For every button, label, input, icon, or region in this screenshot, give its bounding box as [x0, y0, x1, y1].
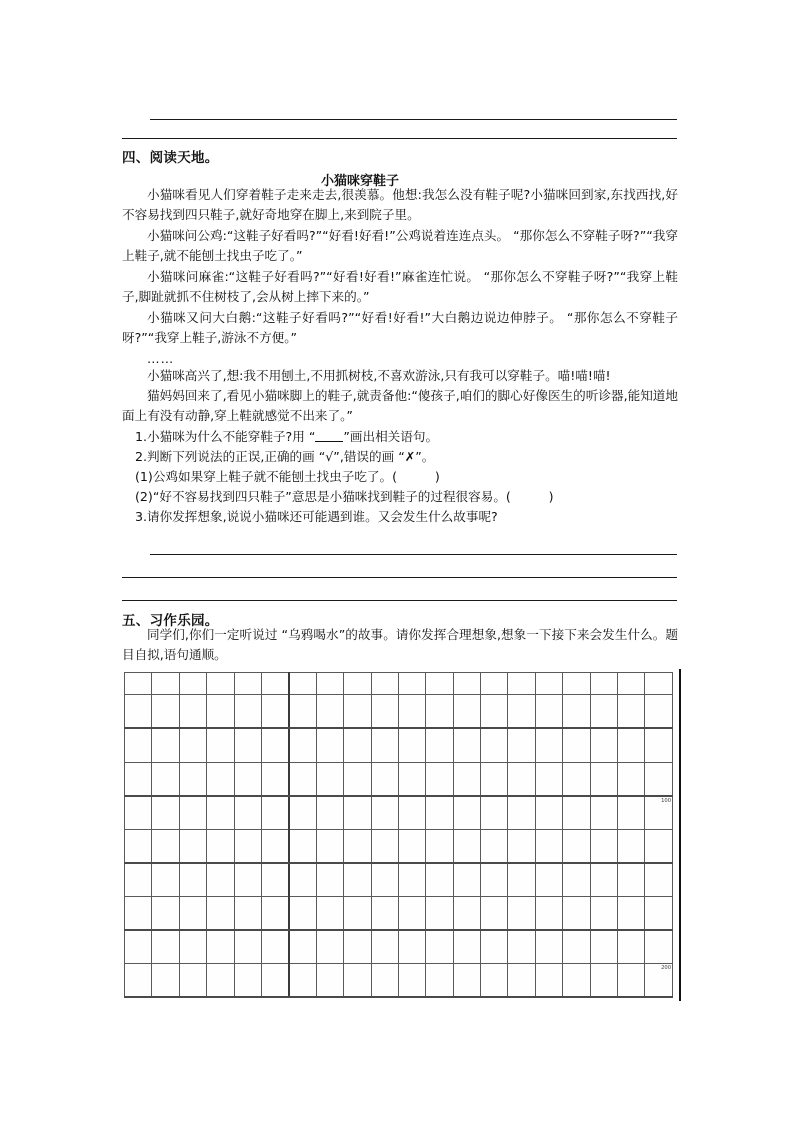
- grid-cell[interactable]: [398, 896, 425, 930]
- grid-cell[interactable]: [316, 762, 343, 796]
- grid-cell[interactable]: [316, 796, 343, 830]
- composition-grid-table[interactable]: [124, 672, 673, 998]
- grid-cell[interactable]: [590, 863, 617, 897]
- grid-cell[interactable]: [426, 796, 453, 830]
- grid-cell[interactable]: [316, 930, 343, 964]
- grid-cell[interactable]: [535, 829, 562, 863]
- grid-cell[interactable]: [371, 673, 398, 695]
- grid-cell[interactable]: [207, 762, 234, 796]
- grid-cell[interactable]: [234, 695, 261, 729]
- grid-cell[interactable]: [125, 796, 152, 830]
- grid-cell[interactable]: [371, 695, 398, 729]
- grid-cell[interactable]: [453, 896, 480, 930]
- grid-cell[interactable]: [563, 896, 590, 930]
- section-five-heading: 五、习作乐园。: [122, 613, 219, 629]
- grid-row: [125, 896, 673, 930]
- grid-cell[interactable]: [152, 829, 179, 863]
- grid-cell[interactable]: [563, 796, 590, 830]
- grid-cell[interactable]: [453, 963, 480, 997]
- grid-cell[interactable]: [179, 863, 206, 897]
- grid-cell[interactable]: [125, 673, 152, 695]
- grid-cell[interactable]: [398, 930, 425, 964]
- grid-cell[interactable]: [371, 963, 398, 997]
- grid-cell[interactable]: [563, 673, 590, 695]
- grid-cell[interactable]: [453, 728, 480, 762]
- grid-cell[interactable]: [371, 829, 398, 863]
- composition-grid[interactable]: [124, 672, 673, 998]
- grid-cell[interactable]: [152, 930, 179, 964]
- grid-cell[interactable]: [618, 896, 645, 930]
- grid-row: [125, 829, 673, 863]
- grid-cell[interactable]: [289, 930, 316, 964]
- grid-cell[interactable]: [207, 963, 234, 997]
- grid-cell[interactable]: [535, 930, 562, 964]
- grid-cell[interactable]: [207, 728, 234, 762]
- grid-cell[interactable]: [371, 930, 398, 964]
- article-title: 小猫咪穿鞋子: [320, 174, 399, 189]
- grid-cell[interactable]: [316, 728, 343, 762]
- grid-cell[interactable]: [261, 762, 288, 796]
- grid-cell[interactable]: [453, 673, 480, 695]
- article-paragraph-5: 小猫咪高兴了,想:我不用刨土,不用抓树枝,不喜欢游泳,只有我可以穿鞋子。喵!喵!喵!: [147, 368, 611, 383]
- grid-cell[interactable]: [535, 728, 562, 762]
- right-margin-bar: [679, 669, 681, 1001]
- writing-prompt: 同学们,你们一定听说过 “乌鸦喝水”的故事。请你发挥合理想象,想象一下接下来会发生什么。题目自拟,语句通顺。: [122, 627, 678, 662]
- grid-cell[interactable]: [289, 762, 316, 796]
- answer-rule-1[interactable]: [150, 554, 677, 555]
- grid-cell[interactable]: [508, 695, 535, 729]
- grid-cell[interactable]: [152, 896, 179, 930]
- grid-cell[interactable]: [179, 829, 206, 863]
- grid-cell[interactable]: [481, 762, 508, 796]
- grid-cell[interactable]: [563, 829, 590, 863]
- answer-rule-2[interactable]: [122, 577, 677, 578]
- grid-cell[interactable]: [645, 796, 673, 830]
- grid-cell[interactable]: [125, 728, 152, 762]
- grid-cell[interactable]: [508, 963, 535, 997]
- grid-cell[interactable]: [371, 796, 398, 830]
- question-1: [122, 427, 678, 447]
- grid-cell[interactable]: [645, 762, 673, 796]
- grid-cell[interactable]: [234, 930, 261, 964]
- grid-cell[interactable]: [563, 728, 590, 762]
- grid-cell[interactable]: [618, 673, 645, 695]
- grid-cell[interactable]: [234, 829, 261, 863]
- grid-cell[interactable]: [344, 695, 371, 729]
- grid-cell[interactable]: [234, 963, 261, 997]
- grid-cell[interactable]: [590, 796, 617, 830]
- grid-cell[interactable]: [508, 896, 535, 930]
- grid-cell[interactable]: [316, 673, 343, 695]
- grid-row: [125, 695, 673, 729]
- grid-cell[interactable]: [590, 762, 617, 796]
- grid-cell[interactable]: [426, 695, 453, 729]
- article-paragraph-3: 小猫咪问麻雀:“这鞋子好看吗?”“好看!好看!”麻雀连忙说。 “那你怎么不穿鞋子呀?”“我穿上鞋子,脚趾就抓不住树枝了,会从树上摔下来的。”: [122, 269, 678, 304]
- grid-cell[interactable]: [590, 896, 617, 930]
- grid-cell[interactable]: [618, 829, 645, 863]
- grid-cell[interactable]: [618, 796, 645, 830]
- grid-cell[interactable]: [426, 762, 453, 796]
- grid-cell[interactable]: [618, 728, 645, 762]
- grid-cell[interactable]: [207, 896, 234, 930]
- grid-cell[interactable]: [179, 896, 206, 930]
- grid-cell[interactable]: [426, 728, 453, 762]
- grid-cell[interactable]: [618, 863, 645, 897]
- grid-cell[interactable]: [289, 796, 316, 830]
- answer-rule-3[interactable]: [122, 600, 677, 601]
- grid-cell[interactable]: [125, 695, 152, 729]
- grid-row: [125, 673, 673, 695]
- grid-cell[interactable]: [426, 673, 453, 695]
- grid-row: [125, 796, 673, 830]
- grid-cell[interactable]: [316, 863, 343, 897]
- article-paragraph-6: 猫妈妈回来了,看见小猫咪脚上的鞋子,就责备他:“傻孩子,咱们的脚心好像医生的听诊器,能知道地面上有没有动静,穿上鞋就感觉不出来了。”: [122, 388, 678, 423]
- grid-cell[interactable]: [234, 728, 261, 762]
- grid-cell[interactable]: [590, 930, 617, 964]
- grid-cell[interactable]: [316, 695, 343, 729]
- grid-cell[interactable]: [261, 796, 288, 830]
- grid-row: [125, 963, 673, 997]
- grid-cell[interactable]: [481, 695, 508, 729]
- grid-cell[interactable]: [179, 762, 206, 796]
- question-2: 2.判断下列说法的正误,正确的画 “√”,错误的画 “✗”。: [135, 449, 435, 464]
- grid-cell[interactable]: [563, 695, 590, 729]
- grid-cell[interactable]: [371, 863, 398, 897]
- grid-cell[interactable]: [125, 930, 152, 964]
- grid-cell[interactable]: [453, 863, 480, 897]
- article-paragraph-1: 小猫咪看见人们穿着鞋子走来走去,很羡慕。他想:我怎么没有鞋子呢?小猫咪回到家,东找西找,好不容易找到四只鞋子,就好奇地穿在脚上,来到院子里。: [122, 187, 678, 222]
- grid-cell[interactable]: [535, 762, 562, 796]
- grid-cell[interactable]: [398, 796, 425, 830]
- grid-cell[interactable]: [590, 728, 617, 762]
- grid-cell[interactable]: [398, 829, 425, 863]
- grid-cell[interactable]: [207, 695, 234, 729]
- grid-cell[interactable]: [207, 829, 234, 863]
- grid-cell[interactable]: [289, 728, 316, 762]
- grid-cell[interactable]: [590, 963, 617, 997]
- grid-cell[interactable]: [344, 796, 371, 830]
- grid-cell[interactable]: [535, 963, 562, 997]
- grid-cell[interactable]: [398, 728, 425, 762]
- grid-cell[interactable]: [125, 762, 152, 796]
- word-count-marker: 100: [661, 797, 671, 804]
- grid-row: [125, 930, 673, 964]
- question-2-item-1[interactable]: (1)公鸡如果穿上鞋子就不能刨土找虫子吃了。( ): [135, 469, 440, 484]
- question-1-suffix: ”画出相关语句。: [343, 429, 439, 444]
- grid-cell[interactable]: [453, 796, 480, 830]
- grid-cell[interactable]: [453, 829, 480, 863]
- grid-cell[interactable]: [261, 695, 288, 729]
- grid-cell[interactable]: [618, 930, 645, 964]
- grid-cell[interactable]: [508, 863, 535, 897]
- grid-cell[interactable]: [426, 896, 453, 930]
- grid-cell[interactable]: [590, 673, 617, 695]
- grid-cell[interactable]: [645, 728, 673, 762]
- grid-cell[interactable]: [453, 762, 480, 796]
- grid-cell[interactable]: [645, 963, 673, 997]
- grid-cell[interactable]: [563, 963, 590, 997]
- grid-cell[interactable]: [316, 829, 343, 863]
- grid-cell[interactable]: [125, 863, 152, 897]
- grid-cell[interactable]: [508, 829, 535, 863]
- grid-cell[interactable]: [152, 863, 179, 897]
- grid-cell[interactable]: [426, 863, 453, 897]
- grid-cell[interactable]: [179, 796, 206, 830]
- article-ellipsis: ……: [147, 351, 175, 366]
- grid-cell[interactable]: [344, 762, 371, 796]
- grid-cell[interactable]: [207, 930, 234, 964]
- grid-row: [125, 863, 673, 897]
- grid-row: [125, 762, 673, 796]
- grid-cell[interactable]: [316, 963, 343, 997]
- grid-cell[interactable]: [234, 673, 261, 695]
- grid-cell[interactable]: [618, 695, 645, 729]
- grid-cell[interactable]: [535, 896, 562, 930]
- grid-cell[interactable]: [371, 728, 398, 762]
- grid-cell[interactable]: [508, 930, 535, 964]
- grid-cell[interactable]: [453, 695, 480, 729]
- grid-cell[interactable]: [371, 896, 398, 930]
- grid-cell[interactable]: [398, 863, 425, 897]
- question-1-prefix: 1.小猫咪为什么不能穿鞋子?用 “: [135, 429, 316, 444]
- grid-cell[interactable]: [481, 796, 508, 830]
- grid-cell[interactable]: [152, 796, 179, 830]
- grid-cell[interactable]: [481, 896, 508, 930]
- grid-cell[interactable]: [398, 673, 425, 695]
- grid-cell[interactable]: [344, 829, 371, 863]
- grid-cell[interactable]: [645, 930, 673, 964]
- word-count-marker: 200: [661, 964, 671, 971]
- grid-cell[interactable]: [207, 673, 234, 695]
- grid-cell[interactable]: [508, 728, 535, 762]
- grid-cell[interactable]: [344, 963, 371, 997]
- grid-cell[interactable]: [563, 930, 590, 964]
- grid-cell[interactable]: [535, 673, 562, 695]
- grid-cell[interactable]: [261, 728, 288, 762]
- grid-cell[interactable]: [618, 762, 645, 796]
- grid-cell[interactable]: [481, 829, 508, 863]
- grid-cell[interactable]: [453, 930, 480, 964]
- grid-cell[interactable]: [344, 673, 371, 695]
- grid-cell[interactable]: [590, 829, 617, 863]
- answer-rule-top-1: [150, 119, 677, 120]
- grid-cell[interactable]: [481, 863, 508, 897]
- grid-cell[interactable]: [179, 728, 206, 762]
- grid-cell[interactable]: [344, 728, 371, 762]
- grid-cell[interactable]: [289, 695, 316, 729]
- grid-cell[interactable]: [179, 963, 206, 997]
- grid-cell[interactable]: [618, 963, 645, 997]
- grid-cell[interactable]: [481, 930, 508, 964]
- grid-cell[interactable]: [426, 963, 453, 997]
- grid-cell[interactable]: [344, 863, 371, 897]
- grid-cell[interactable]: [398, 695, 425, 729]
- grid-cell[interactable]: [344, 930, 371, 964]
- grid-cell[interactable]: [289, 673, 316, 695]
- grid-cell[interactable]: [563, 863, 590, 897]
- grid-cell[interactable]: [234, 863, 261, 897]
- grid-cell[interactable]: [152, 695, 179, 729]
- grid-cell[interactable]: [344, 896, 371, 930]
- grid-cell[interactable]: [645, 695, 673, 729]
- grid-cell[interactable]: [508, 673, 535, 695]
- grid-cell[interactable]: [179, 695, 206, 729]
- grid-cell[interactable]: [207, 796, 234, 830]
- grid-cell[interactable]: [371, 762, 398, 796]
- grid-cell[interactable]: [481, 728, 508, 762]
- grid-cell[interactable]: [316, 896, 343, 930]
- grid-cell[interactable]: [289, 829, 316, 863]
- grid-cell[interactable]: [152, 673, 179, 695]
- underline-blank[interactable]: [315, 430, 343, 442]
- grid-cell[interactable]: [179, 673, 206, 695]
- grid-cell[interactable]: [645, 673, 673, 695]
- question-3: 3.请你发挥想象,说说小猫咪还可能遇到谁。又会发生什么故事呢?: [135, 509, 498, 524]
- article-paragraph-4: 小猫咪又问大白鹅:“这鞋子好看吗?”“好看!好看!”大白鹅边说边伸脖子。 “那你怎么不穿鞋子呀?”“我穿上鞋子,游泳不方便。”: [122, 310, 678, 345]
- grid-cell[interactable]: [261, 896, 288, 930]
- grid-cell[interactable]: [125, 829, 152, 863]
- grid-cell[interactable]: [508, 762, 535, 796]
- grid-cell[interactable]: [398, 762, 425, 796]
- grid-cell[interactable]: [125, 896, 152, 930]
- grid-cell[interactable]: [426, 829, 453, 863]
- grid-cell[interactable]: [125, 963, 152, 997]
- grid-cell[interactable]: [152, 963, 179, 997]
- grid-cell[interactable]: [261, 930, 288, 964]
- grid-cell[interactable]: [152, 762, 179, 796]
- grid-cell[interactable]: [481, 673, 508, 695]
- grid-row: [125, 728, 673, 762]
- grid-cell[interactable]: [234, 762, 261, 796]
- grid-cell[interactable]: [426, 930, 453, 964]
- grid-cell[interactable]: [234, 896, 261, 930]
- grid-cell[interactable]: [261, 863, 288, 897]
- article-paragraph-2: 小猫咪问公鸡:“这鞋子好看吗?”“好看!好看!”公鸡说着连连点头。 “那你怎么不穿鞋子呀?”“我穿上鞋子,就不能刨土找虫子吃了。”: [122, 228, 678, 263]
- grid-cell[interactable]: [535, 796, 562, 830]
- grid-cell[interactable]: [645, 863, 673, 897]
- grid-cell[interactable]: [645, 896, 673, 930]
- grid-cell[interactable]: [261, 673, 288, 695]
- grid-cell[interactable]: [535, 863, 562, 897]
- grid-cell[interactable]: [261, 829, 288, 863]
- question-2-item-2[interactable]: (2)“好不容易找到四只鞋子”意思是小猫咪找到鞋子的过程很容易。( ): [135, 489, 554, 504]
- grid-cell[interactable]: [563, 762, 590, 796]
- grid-cell[interactable]: [645, 829, 673, 863]
- grid-cell[interactable]: [590, 695, 617, 729]
- grid-cell[interactable]: [508, 796, 535, 830]
- grid-cell[interactable]: [289, 963, 316, 997]
- answer-rule-top-2: [122, 138, 677, 139]
- section-four-heading: 四、阅读天地。: [122, 150, 219, 166]
- grid-cell[interactable]: [152, 728, 179, 762]
- grid-cell[interactable]: [398, 963, 425, 997]
- grid-cell[interactable]: [261, 963, 288, 997]
- grid-cell[interactable]: [179, 930, 206, 964]
- grid-cell[interactable]: [289, 896, 316, 930]
- grid-cell[interactable]: [535, 695, 562, 729]
- grid-cell[interactable]: [481, 963, 508, 997]
- grid-cell[interactable]: [289, 863, 316, 897]
- grid-cell[interactable]: [234, 796, 261, 830]
- grid-cell[interactable]: [207, 863, 234, 897]
